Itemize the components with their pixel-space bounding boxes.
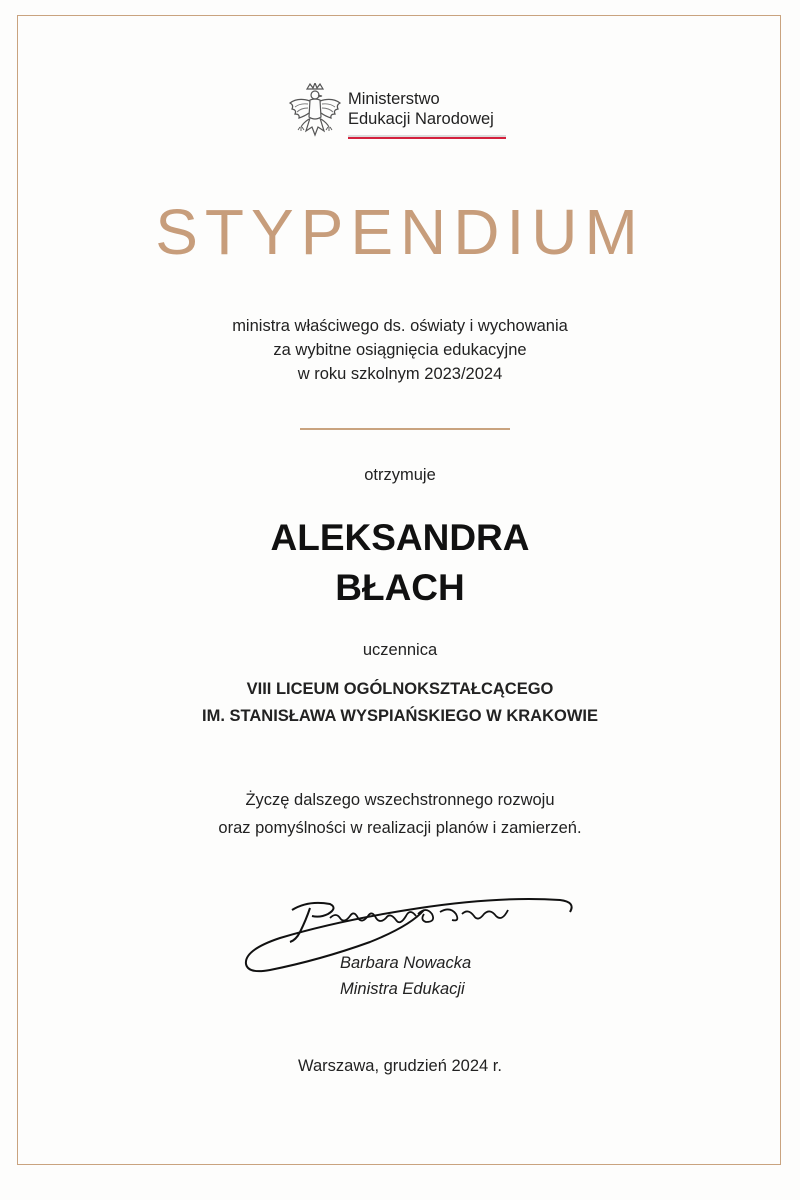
certificate-title: STYPENDIUM [155, 196, 645, 268]
subtitle-line3: w roku szkolnym 2023/2024 [297, 365, 503, 383]
signer-block [340, 950, 471, 1002]
ministry-name-line1: Ministerstwo [348, 90, 440, 108]
wishes-line2: oraz pomyślności w realizacji planów i zamierzeń. [218, 819, 582, 837]
subtitle-line2: za wybitne osiągnięcia edukacyjne [273, 341, 527, 359]
school-name-line1: VIII LICEUM OGÓLNOKSZTAŁCĄCEGO [246, 680, 554, 698]
wishes-text [0, 786, 800, 842]
ministry-name [348, 89, 494, 129]
school-name-line2: IM. STANISŁAWA WYSPIAŃSKIEGO W KRAKOWIE [202, 707, 598, 725]
recipient-first-name: ALEKSANDRA [270, 517, 530, 558]
recipient-name [0, 513, 800, 613]
ministry-header [288, 83, 528, 147]
recipient-last-name: BŁACH [335, 567, 465, 608]
place-and-date: Warszawa, grudzień 2024 r. [298, 1057, 502, 1075]
gold-divider [300, 428, 510, 430]
ministry-name-line2: Edukacji Narodowej [348, 110, 494, 128]
signer-title: Ministra Edukacji [340, 980, 465, 998]
polish-eagle-emblem-icon [288, 83, 342, 141]
school-name [0, 676, 800, 730]
flag-stripe [348, 135, 506, 139]
certificate-subtitle [0, 314, 800, 386]
subtitle-line1: ministra właściwego ds. oświaty i wychowania [232, 317, 568, 335]
wishes-line1: Życzę dalszego wszechstronnego rozwoju [245, 791, 555, 809]
recipient-role: uczennica [362, 641, 438, 659]
flag-stripe-red [348, 137, 506, 139]
signer-name: Barbara Nowacka [340, 954, 472, 972]
receives-label: otrzymuje [364, 466, 436, 484]
